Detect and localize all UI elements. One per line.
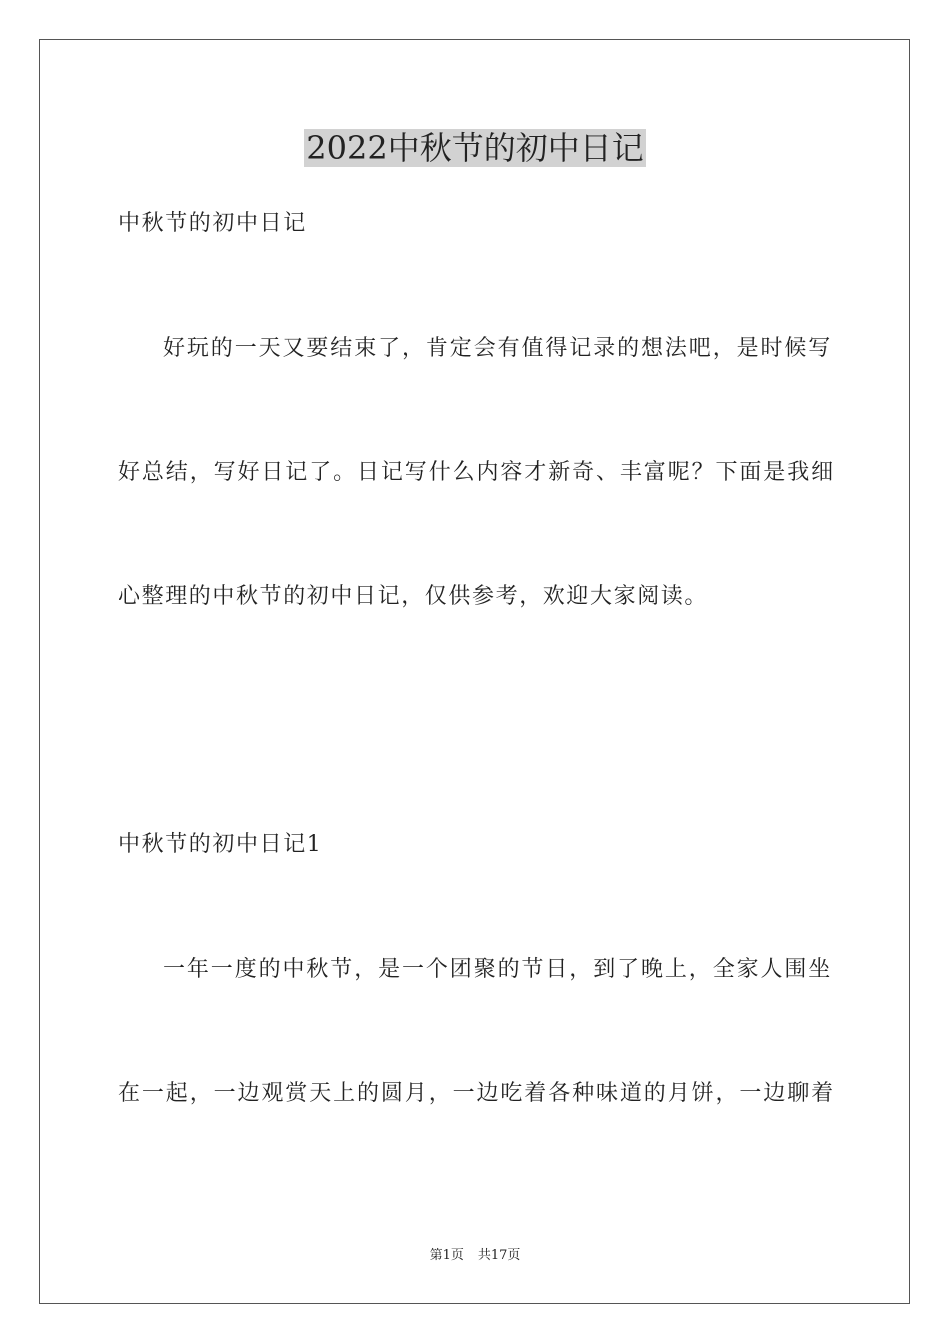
section-heading: 中秋节的初中日记1 [118,832,323,857]
section-paragraph-line-1: 一年一度的中秋节，是一个团聚的节日，到了晚上，全家人围坐 [163,957,833,982]
intro-paragraph-line-2: 好总结，写好日记了。日记写什么内容才新奇、丰富呢？下面是我细 [118,460,836,485]
document-title [0,126,950,170]
document-title-text: 2022中秋节的初中日记 [306,129,644,167]
page-footer [0,1247,950,1265]
intro-paragraph-line-3: 心整理的中秋节的初中日记，仅供参考，欢迎大家阅读。 [118,584,709,609]
page-number-current: 第1页 [429,1248,464,1263]
section-paragraph-line-2: 在一起，一边观赏天上的圆月，一边吃着各种味道的月饼，一边聊着 [118,1081,836,1106]
document-subtitle: 中秋节的初中日记 [118,211,307,236]
page-number-total: 共17页 [477,1248,521,1263]
intro-paragraph-line-1: 好玩的一天又要结束了，肯定会有值得记录的想法吧，是时候写 [163,336,833,361]
